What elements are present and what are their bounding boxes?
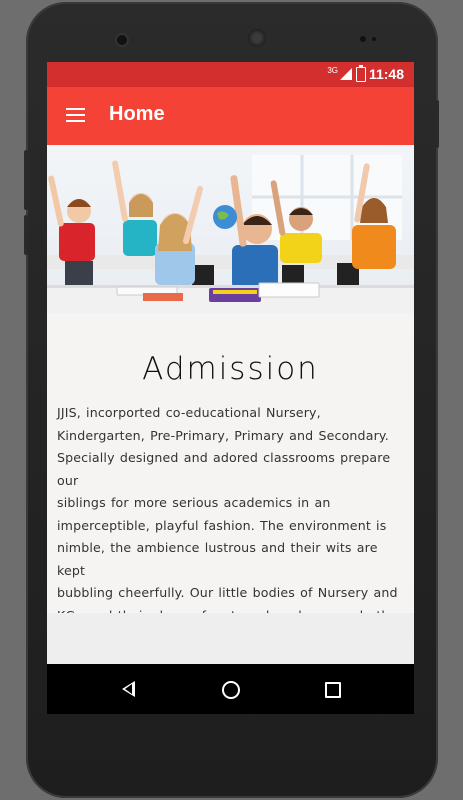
description-line: bubbling cheerfully. Our little bodies of Nursery and	[57, 585, 398, 600]
light-sensor	[372, 37, 376, 41]
content-bottom-area	[47, 613, 414, 664]
app-screen	[47, 62, 414, 664]
hero-image	[47, 145, 414, 313]
back-icon[interactable]	[122, 681, 135, 697]
power-button[interactable]	[435, 100, 439, 148]
description-line: JJIS, incorported co-educational Nursery,	[57, 405, 321, 420]
description-line: Specially designed and adored classrooms prepare our	[57, 450, 391, 488]
app-toolbar	[47, 87, 414, 145]
earpiece-speaker	[248, 29, 266, 47]
description-line: nimble, the ambience lustrous and their wits are kept	[57, 540, 378, 578]
description-line: imperceptible, playful fashion. The environment is	[57, 517, 387, 533]
front-camera	[117, 35, 127, 45]
recent-apps-icon[interactable]	[325, 682, 341, 698]
description-line: siblings for more serious academics in an	[57, 495, 331, 510]
hamburger-menu-icon[interactable]	[66, 108, 86, 124]
proximity-sensor	[360, 36, 366, 42]
description-line: Kindergarten, Pre-Primary, Primary and Secondary.	[57, 427, 389, 443]
system-nav-bar	[47, 664, 414, 714]
home-icon[interactable]	[222, 681, 240, 699]
classroom-children-illustration	[47, 145, 414, 313]
battery-icon	[356, 67, 366, 82]
admission-section	[47, 313, 414, 613]
volume-button[interactable]	[24, 150, 28, 210]
status-bar	[47, 62, 414, 87]
network-type: 3G	[327, 66, 338, 75]
volume-button-2[interactable]	[24, 215, 28, 255]
signal-icon	[340, 68, 352, 80]
toolbar-title: Home	[109, 103, 165, 125]
status-time: 11:48	[368, 66, 404, 82]
section-heading: Admission	[142, 351, 319, 387]
